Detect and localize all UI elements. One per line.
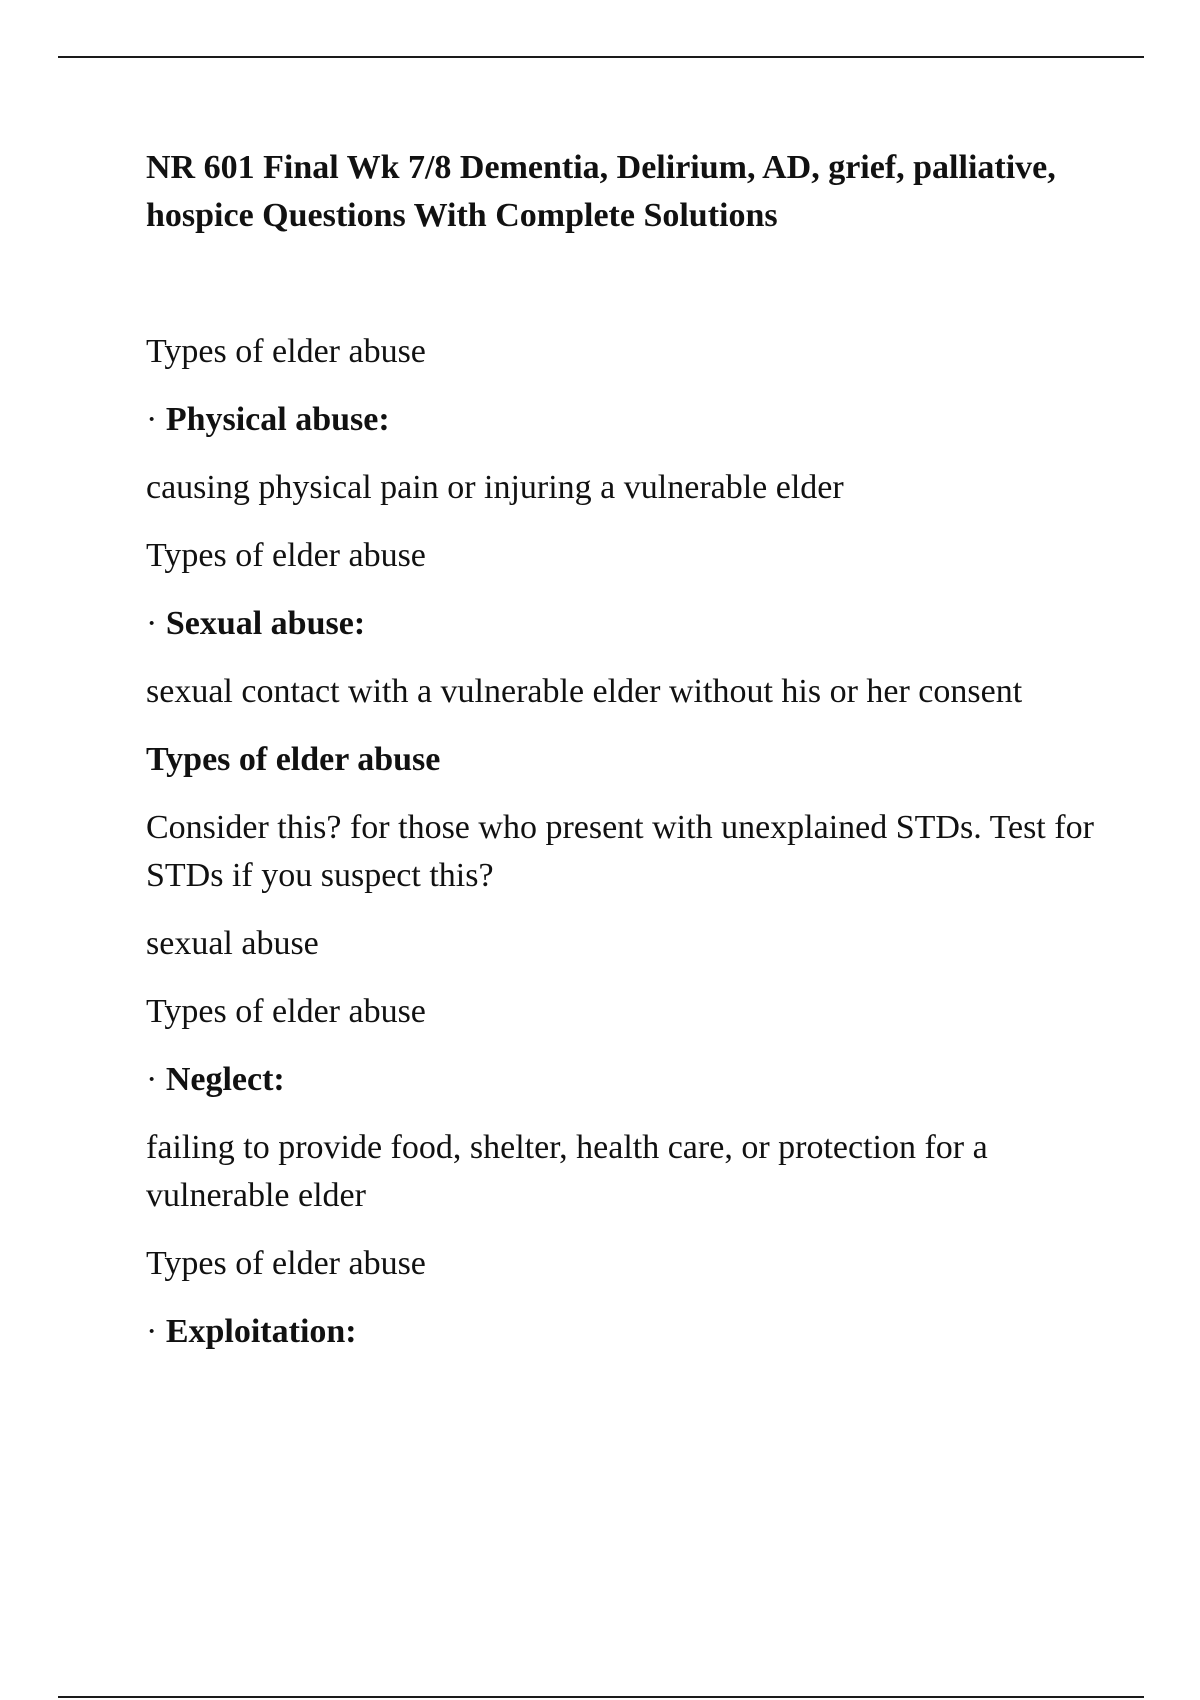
bottom-rule	[58, 1696, 1144, 1698]
bullet-term	[146, 1308, 1106, 1356]
bullet-dot: ·	[146, 1313, 158, 1350]
term-label: Sexual abuse:	[165, 605, 366, 642]
term-label: Physical abuse:	[165, 401, 390, 438]
question-text: Consider this? for those who present with unexplained STDs. Test for STDs if you suspect this?	[146, 809, 1094, 894]
bullet-term	[146, 1056, 1106, 1104]
answer-text: sexual contact with a vulnerable elder without his or her consent	[146, 673, 1023, 710]
question-text: Types of elder abuse	[146, 333, 426, 370]
term-label: Neglect:	[165, 1061, 285, 1098]
term-label: Exploitation:	[165, 1313, 357, 1350]
question-text: Types of elder abuse	[146, 537, 426, 574]
section-heading: Types of elder abuse	[146, 741, 441, 778]
answer-text: failing to provide food, shelter, health care, or protection for a vulnerable elder	[146, 1129, 988, 1214]
bullet-term	[146, 600, 1106, 648]
bullet-dot: ·	[146, 401, 158, 438]
answer-text: causing physical pain or injuring a vulnerable elder	[146, 469, 844, 506]
question-text: Types of elder abuse	[146, 1245, 426, 1282]
question-text: Types of elder abuse	[146, 993, 426, 1030]
bullet-dot: ·	[146, 605, 158, 642]
bullet-term	[146, 396, 1106, 444]
top-rule	[58, 56, 1144, 58]
document-body	[146, 328, 1106, 1376]
document-title: NR 601 Final Wk 7/8 Dementia, Delirium, AD, grief, palliative, hospice Questions With Complete Solutions	[146, 149, 1056, 234]
bullet-dot: ·	[146, 1061, 158, 1098]
answer-text: sexual abuse	[146, 925, 319, 962]
